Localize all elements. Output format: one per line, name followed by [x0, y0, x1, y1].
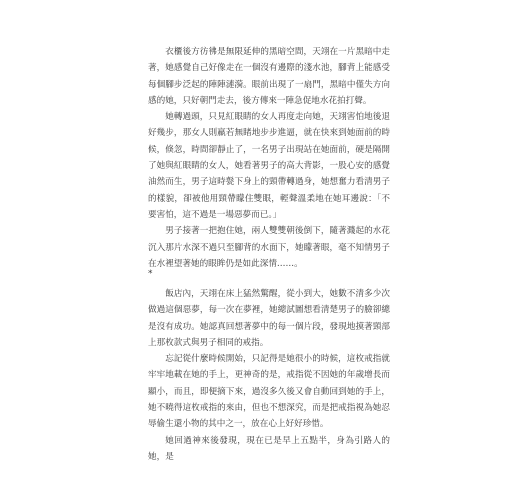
paragraph: 衣櫃後方彷彿是無限延伸的黑暗空間，天翊在一片黑暗中走著，她感覺自己好像走在一個沒有邊際的淺水池，腳背上能感受每個腳步泛起的陣陣漣漪。眼前出現了一扇門，黑暗中僅失方向感的她，只好朝門走去，後方傳來一陣急促地水花拍打聲。	[148, 47, 390, 106]
section-2	[148, 286, 390, 465]
paragraph: 飯店內，天翊在床上猛然驚醒，從小到大，她數不清多少次做過這個惡夢，每一次在夢裡，她總試圖想看清楚男子的臉卻總是沒有成功。她認真回想著夢中的每一個片段，發現地摸著頸部上那枚款式與男子相同的戒指。	[148, 289, 390, 348]
section-separator: *	[148, 269, 153, 279]
paragraph: 忘記從什麼時候開始，只記得是她很小的時候，這枚戒指就牢牢地載在她的手上，更神奇的是，戒指從不因她的年歲增長而顯小，而且，即便摘下來，過沒多久後又會自動回到她的手上，她不曉得這枚戒指的來由，但也不想深究，而是把戒指視為她忍辱偷生還小物的其中之一，放在心上好好珍惜。	[148, 354, 390, 430]
section-1	[148, 44, 390, 272]
paragraph: 她回過神來後發現，現在已是早上五點半，身為引路人的她，是	[148, 435, 390, 462]
paragraph: 她轉過頭，只見紅眼睛的女人再度走向她，天翊害怕地後退好幾步，那女人則羸若無睹地步步進逼，就在快來到她面前的時候，倏忽，時間卻靜止了，一名男子出現站在她面前，硬是隔開了她與紅眼睛的女人，她看著男子的高大背影，一股心安的感覺油然而生，男子這時甏下身上的頸帶轉過身，她想奮力看清男子的樣貌，卻被他用頸帶矇住雙眼，輕聲溫柔地在她耳邊說：「不要害怕，這不過是一場惡夢而已。」	[148, 112, 390, 220]
paragraph: 男子接著一把抱住她，兩人雙雙朝後倒下，隨著濺起的水花沉入那片水深不過只至腳背的水面下，她矇著眼，毫不知情男子在水裡望著她的眼眸仍是如此深情……。	[148, 226, 390, 269]
